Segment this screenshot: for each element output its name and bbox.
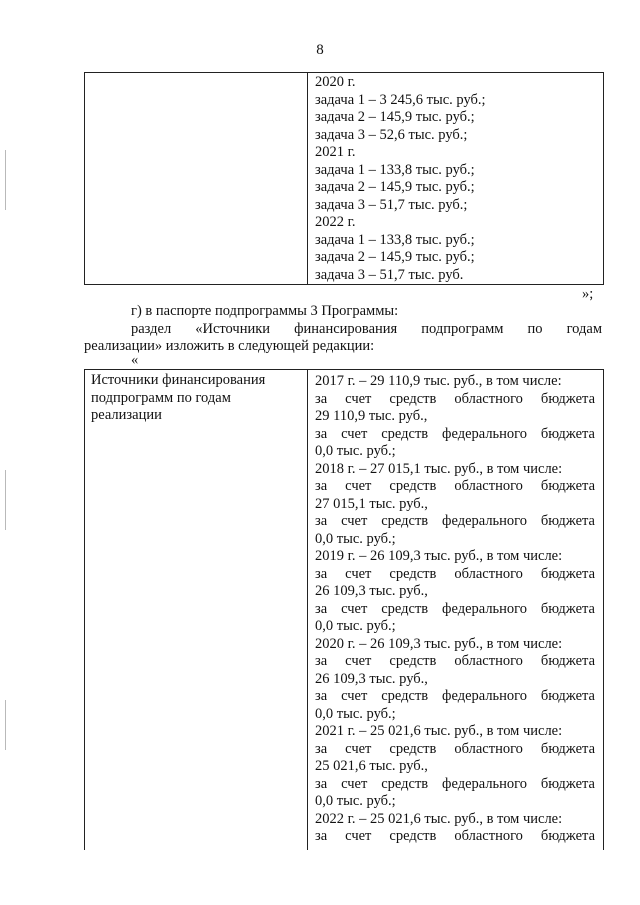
federal-budget-line: за счет средств федерального бюджета [315,688,595,704]
funding-sources-table [84,369,604,850]
regional-budget-line: за счет средств областного бюджета [315,390,595,407]
regional-budget-line: за счет средств областного бюджета [315,565,595,582]
page-number: 8 [316,42,324,58]
table-line: 2021 г. [315,144,356,160]
table-line: 2022 г. [315,214,356,230]
margin-mark-3 [5,700,6,750]
year-total-line: 2019 г. – 26 109,3 тыс. руб., в том числе: [315,548,563,564]
closing-quote: »; [582,286,594,302]
table-line: задача 1 – 3 245,6 тыс. руб.; [315,91,486,108]
year-total-line: 2017 г. – 29 110,9 тыс. руб., в том числе: [315,373,562,389]
amount-line: 27 015,1 тыс. руб., [315,495,428,512]
amount-line: 0,0 тыс. руб.; [315,618,396,634]
regional-budget-line: за счет средств областного бюджета [315,653,595,669]
table-line: 2020 г. [315,74,356,90]
table-line: задача 2 – 145,9 тыс. руб.; [315,249,475,265]
table-line: задача 2 – 145,9 тыс. руб.; [315,109,475,125]
federal-budget-line: за счет средств федерального бюджета [315,600,595,617]
funding-sources-label: Источники финансирования подпрограмм по годам реализации [91,372,266,423]
paragraph-g: г) в паспорте подпрограммы 3 Программы: [131,303,399,319]
table-left-cell [85,370,308,850]
table-line: задача 3 – 51,7 тыс. руб.; [315,196,468,213]
paragraph-razdel-line1: раздел «Источники финансирования подпрограмм по годам [131,321,602,337]
paragraph-razdel-line2: реализации» изложить в следующей редакции: [84,338,375,354]
year-total-line: 2022 г. – 25 021,6 тыс. руб., в том числе: [315,810,563,827]
funding-table-continued [84,72,604,285]
table-right-cell [309,370,603,846]
table-line: задача 3 – 51,7 тыс. руб. [315,266,464,283]
amount-line: 26 109,3 тыс. руб., [315,583,428,599]
opening-quote: « [131,352,139,368]
amount-line: 29 110,9 тыс. руб., [315,408,428,424]
federal-budget-line: за счет средств федерального бюджета [315,425,595,442]
margin-mark-1 [5,150,6,210]
table-line: задача 1 – 133,8 тыс. руб.; [315,161,475,178]
table-left-cell-empty [85,73,308,284]
federal-budget-line: за счет средств федерального бюджета [315,513,595,529]
table-line: задача 3 – 52,6 тыс. руб.; [315,126,468,143]
regional-budget-line: за счет средств областного бюджета [315,828,595,844]
table-line: задача 1 – 133,8 тыс. руб.; [315,231,475,248]
table-line: задача 2 – 145,9 тыс. руб.; [315,179,475,195]
amount-line: 26 109,3 тыс. руб., [315,670,428,687]
year-total-line: 2021 г. – 25 021,6 тыс. руб., в том числе: [315,723,563,739]
amount-line: 0,0 тыс. руб.; [315,530,396,547]
amount-line: 0,0 тыс. руб.; [315,705,396,722]
year-total-line: 2018 г. – 27 015,1 тыс. руб., в том числе: [315,460,563,477]
table-right-cell [309,73,603,284]
amount-line: 0,0 тыс. руб.; [315,443,396,459]
regional-budget-line: за счет средств областного бюджета [315,740,595,757]
amount-line: 0,0 тыс. руб.; [315,793,396,809]
regional-budget-line: за счет средств областного бюджета [315,478,595,494]
federal-budget-line: за счет средств федерального бюджета [315,775,595,792]
amount-line: 25 021,6 тыс. руб., [315,758,428,774]
margin-mark-2 [5,470,6,530]
year-total-line: 2020 г. – 26 109,3 тыс. руб., в том числе: [315,635,563,652]
